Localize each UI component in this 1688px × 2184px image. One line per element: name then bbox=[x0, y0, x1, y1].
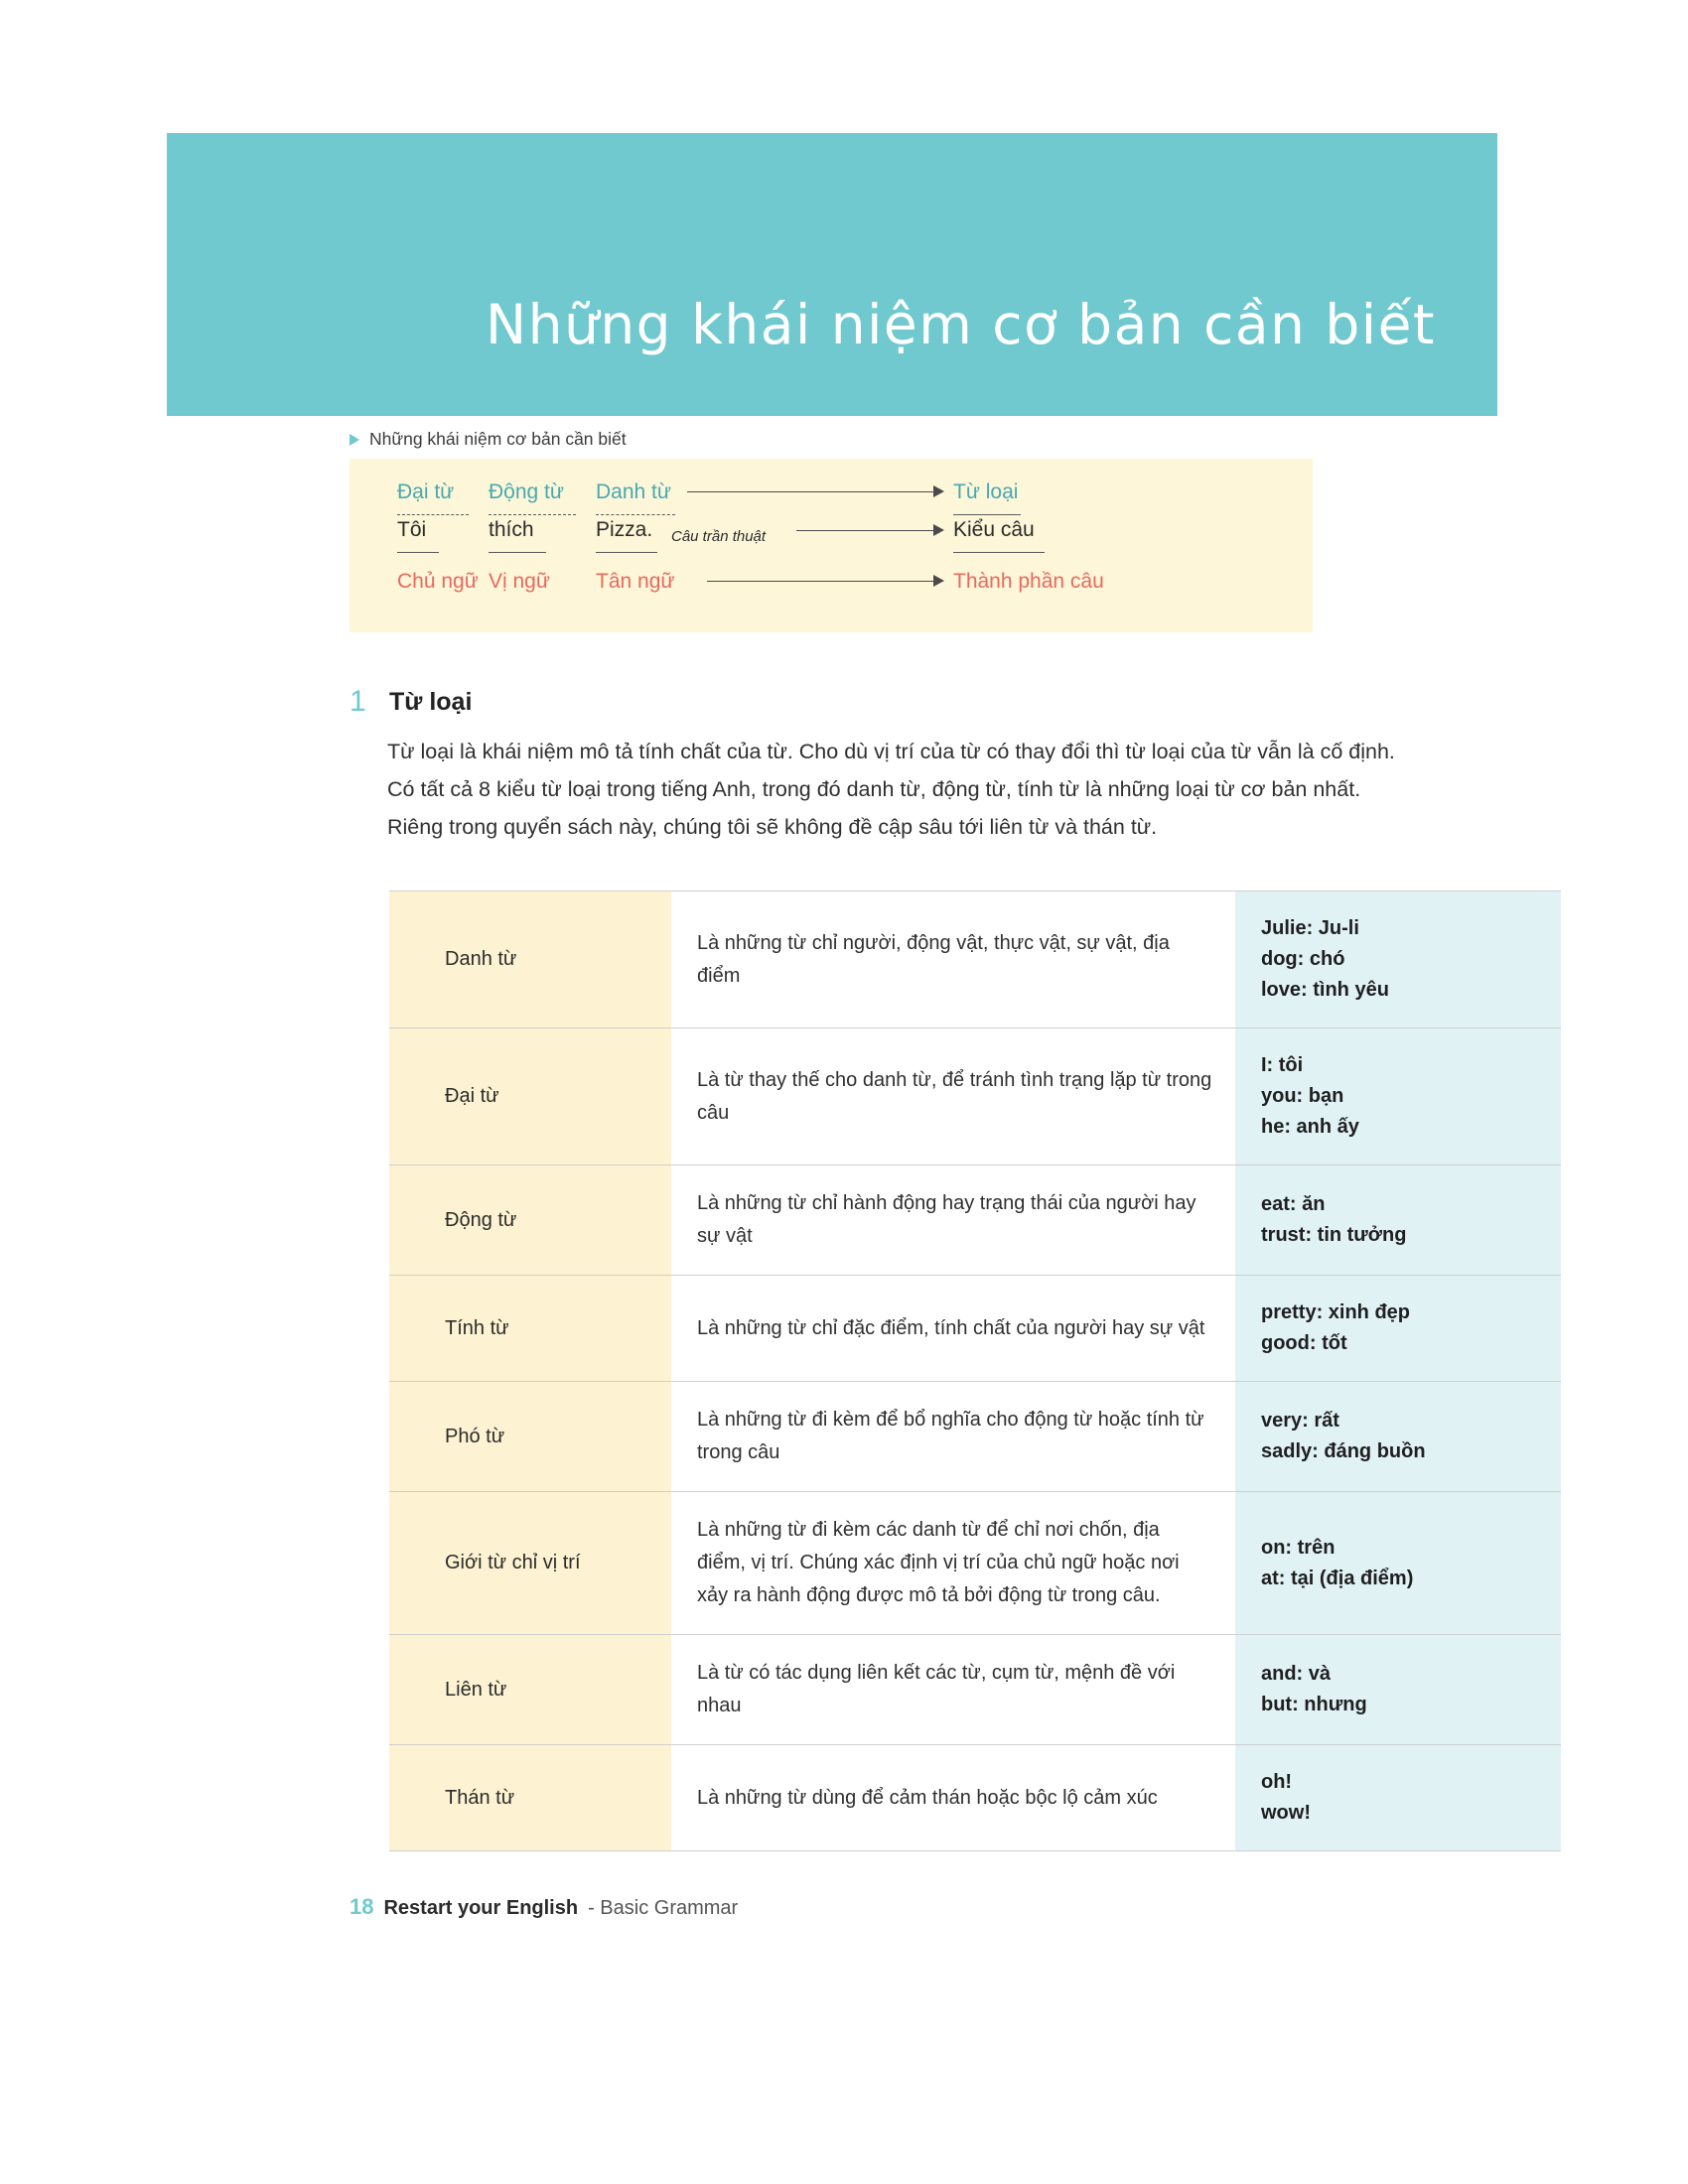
concept-row3-item2: Vị ngữ bbox=[489, 570, 550, 593]
footer-book-title: Restart your English bbox=[383, 1897, 579, 1919]
breadcrumb bbox=[350, 429, 627, 450]
example-item: and: và bbox=[1261, 1663, 1332, 1685]
concept-row2-arrow-line bbox=[796, 530, 935, 531]
concept-row1-item2-underline bbox=[489, 514, 576, 515]
concept-row1-item2: Động từ bbox=[489, 480, 564, 503]
row-type: Thán từ bbox=[389, 1745, 671, 1851]
row-definition: Là từ có tác dụng liên kết các từ, cụm từ, mệnh đề với nhau bbox=[671, 1635, 1235, 1745]
section-paragraph: Từ loại là khái niệm mô tả tính chất của từ. Cho dù vị trí của từ có thay đổi thì từ loại của từ vẫn là cố định. Có tất cả 8 kiểu từ loại trong tiếng Anh, trong đó danh từ, động từ, tính từ là những loại từ cơ bản nhất. Riêng trong quyển sách này, chúng tôi sẽ không đề cập sâu tới liên từ và thán từ. bbox=[387, 740, 1395, 839]
example-item: love: tình yêu bbox=[1261, 979, 1389, 1001]
table-row bbox=[389, 1382, 1561, 1492]
page-title: Những khái niệm cơ bản cần biết bbox=[485, 293, 1436, 356]
row-examples bbox=[1235, 1382, 1561, 1492]
row-definition: Là từ thay thế cho danh từ, để tránh tình trạng lặp từ trong câu bbox=[671, 1028, 1235, 1165]
word-types-table bbox=[389, 890, 1561, 1851]
row-type: Danh từ bbox=[389, 891, 671, 1028]
row-definition: Là những từ đi kèm các danh từ để chỉ nơi chốn, địa điểm, vị trí. Chúng xác định vị trí của chủ ngữ hoặc nơi xảy ra hành động được mô tả bởi động từ trong câu. bbox=[671, 1492, 1235, 1635]
row-examples bbox=[1235, 1276, 1561, 1382]
table-row bbox=[389, 891, 1561, 1028]
page-footer bbox=[350, 1894, 738, 1920]
concept-row2-item2: thích bbox=[489, 518, 534, 541]
section-number: 1 bbox=[350, 685, 366, 718]
row-examples bbox=[1235, 1492, 1561, 1635]
example-item: oh! bbox=[1261, 1771, 1293, 1793]
concept-row2-item1-underline bbox=[397, 552, 439, 553]
footer-book-subtitle: - Basic Grammar bbox=[588, 1897, 739, 1919]
table-row bbox=[389, 1492, 1561, 1635]
example-item: trust: tin tưởng bbox=[1261, 1224, 1407, 1246]
concept-row1-target: Từ loại bbox=[953, 480, 1019, 503]
concept-row2-item3: Pizza. bbox=[596, 518, 653, 541]
concept-row3-arrow-head bbox=[933, 575, 944, 587]
row-type: Liên từ bbox=[389, 1635, 671, 1745]
concept-row1-arrow-line bbox=[687, 491, 935, 492]
example-item: I: tôi bbox=[1261, 1054, 1304, 1076]
row-definition: Là những từ chỉ hành động hay trạng thái của người hay sự vật bbox=[671, 1165, 1235, 1276]
row-definition: Là những từ đi kèm để bổ nghĩa cho động từ hoặc tính từ trong câu bbox=[671, 1382, 1235, 1492]
example-item: pretty: xinh đẹp bbox=[1261, 1301, 1411, 1323]
section-title: Từ loại bbox=[389, 688, 473, 716]
concept-row3-arrow-line bbox=[707, 581, 935, 582]
triangle-bullet-icon bbox=[350, 434, 359, 446]
concept-row3-item1: Chủ ngữ bbox=[397, 570, 479, 593]
row-definition: Là những từ chỉ đặc điểm, tính chất của người hay sự vật bbox=[671, 1276, 1235, 1382]
page-header-banner bbox=[167, 133, 1497, 416]
concept-row2-target-underline bbox=[953, 552, 1045, 553]
example-item: on: trên bbox=[1261, 1536, 1336, 1559]
concept-row2-item1: Tôi bbox=[397, 518, 427, 541]
row-type: Phó từ bbox=[389, 1382, 671, 1492]
concept-row3-target: Thành phần câu bbox=[953, 570, 1104, 593]
example-item: dog: chó bbox=[1261, 948, 1345, 970]
example-item: eat: ăn bbox=[1261, 1193, 1326, 1215]
concept-row2-target: Kiểu câu bbox=[953, 518, 1035, 541]
concept-row3-item3: Tân ngữ bbox=[596, 570, 675, 593]
example-item: Julie: Ju-li bbox=[1261, 917, 1359, 939]
example-item: wow! bbox=[1261, 1802, 1311, 1824]
concept-row2-note: Câu trần thuật bbox=[671, 528, 767, 545]
concept-row1-item3-underline bbox=[596, 514, 675, 515]
concept-map-box bbox=[350, 459, 1313, 632]
row-examples bbox=[1235, 1028, 1561, 1165]
concept-row2-item3-underline bbox=[596, 552, 657, 553]
example-item: you: bạn bbox=[1261, 1085, 1344, 1107]
example-item: but: nhưng bbox=[1261, 1694, 1367, 1715]
concept-row1-item1-underline bbox=[397, 514, 469, 515]
table-row bbox=[389, 1276, 1561, 1382]
breadcrumb-label: Những khái niệm cơ bản cần biết bbox=[369, 429, 627, 449]
row-examples bbox=[1235, 1165, 1561, 1276]
table-row bbox=[389, 1028, 1561, 1165]
example-item: good: tốt bbox=[1261, 1332, 1347, 1354]
row-examples bbox=[1235, 891, 1561, 1028]
concept-row1-item1: Đại từ bbox=[397, 480, 455, 503]
example-item: he: anh ấy bbox=[1261, 1116, 1359, 1138]
concept-row1-item3: Danh từ bbox=[596, 480, 671, 503]
table-row bbox=[389, 1165, 1561, 1276]
row-examples bbox=[1235, 1745, 1561, 1851]
concept-row1-target-underline bbox=[953, 514, 1021, 515]
concept-row1-arrow-head bbox=[933, 485, 944, 497]
concept-row2-item2-underline bbox=[489, 552, 546, 553]
row-type: Đại từ bbox=[389, 1028, 671, 1165]
example-item: at: tại (địa điểm) bbox=[1261, 1567, 1414, 1589]
example-item: very: rất bbox=[1261, 1410, 1339, 1432]
row-type: Giới từ chỉ vị trí bbox=[389, 1492, 671, 1635]
table-row bbox=[389, 1635, 1561, 1745]
row-type: Tính từ bbox=[389, 1276, 671, 1382]
page-number: 18 bbox=[350, 1894, 374, 1919]
concept-row2-arrow-head bbox=[933, 524, 944, 536]
row-examples bbox=[1235, 1635, 1561, 1745]
table-row bbox=[389, 1745, 1561, 1851]
example-item: sadly: đáng buồn bbox=[1261, 1440, 1426, 1462]
row-definition: Là những từ chỉ người, động vật, thực vật, sự vật, địa điểm bbox=[671, 891, 1235, 1028]
row-definition: Là những từ dùng để cảm thán hoặc bộc lộ cảm xúc bbox=[671, 1745, 1235, 1851]
row-type: Động từ bbox=[389, 1165, 671, 1276]
